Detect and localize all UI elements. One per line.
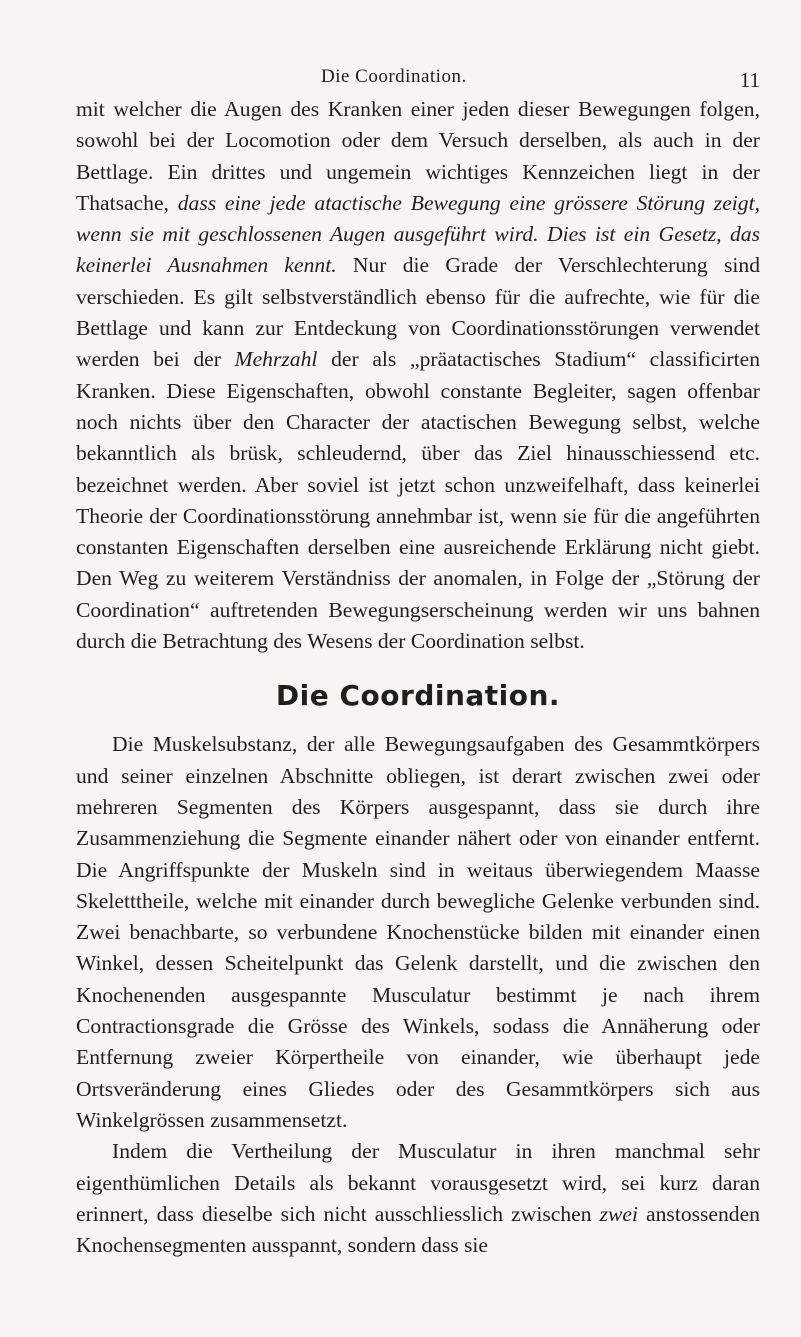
page-number: 11 bbox=[739, 68, 760, 92]
emphasis-mehrzahl: Mehrzahl bbox=[234, 347, 318, 372]
paragraph-vertheilung bbox=[76, 1136, 760, 1261]
running-header bbox=[76, 66, 760, 96]
paragraph-continuation bbox=[76, 94, 760, 657]
text-run: der als „präatactisches Stadium“ classificirten Kranken. Diese Eigenschaften, obwohl constante Begleiter, sagen offenbar noch nichts über den Character der atactischen Bewegung selbst, welche bekanntlich als brüsk, schleudernd, über das Ziel hinausschiessend etc. bezeichnet werden. Aber soviel ist jetzt schon unzweifelhaft, dass keinerlei Theorie der Coordinationsstörung annehmbar ist, wenn sie für die angeführten constanten Eigenschaften derselben eine ausreichende Erklärung nicht giebt. Den Weg zu weiterem Verständniss der anomalen, in Folge der „Störung der Coordination“ auftretenden Bewegungserscheinung werden wir uns bahnen durch die Betrachtung des Wesens der Coordination selbst. bbox=[76, 347, 760, 654]
text-run: anstossenden Knochensegmenten ausspannt, sondern dass sie bbox=[76, 1201, 760, 1258]
section-heading: Die Coordination. bbox=[275, 679, 561, 713]
body-text bbox=[76, 94, 760, 1261]
paragraph-muskelsubstanz: Die Muskelsubstanz, der alle Bewegungsaufgaben des Gesammtkörpers und seiner einzelnen Abschnitte obliegen, ist derart zwischen zwei oder mehreren Segmenten des Körpers ausgespannt, dass sie durch ihre Zusammenziehung die Segmente einander nähert oder von einander entfernt. Die Angriffspunkte der Muskeln sind in weitaus überwiegendem Maasse Skeletttheile, welche mit einander durch bewegliche Gelenke verbunden sind. Zwei benachbarte, so verbundene Knochenstücke bilden mit einander einen Winkel, dessen Scheitelpunkt das Gelenk darstellt, und die zwischen den Knochenenden ausgespannte Musculatur bestimmt je nach ihrem Contractionsgrade die Grösse des Winkels, sodass die Annäherung oder Entfernung zweier Körpertheile von einander, wie überhaupt jede Ortsveränderung eines Gliedes oder des Gesammtkörpers sich aus Winkelgrössen zusammensetzt. bbox=[76, 732, 760, 1132]
emphasis-law: dass eine jede atactische Bewegung eine grössere Störung zeigt, wenn sie mit geschlossenen Augen ausgeführt wird. Dies ist ein Gesetz, das keinerlei Ausnahmen kennt. bbox=[76, 190, 760, 278]
text-run: Nur die Grade der Verschlechterung sind verschieden. Es gilt selbstverständlich ebenso für die aufrechte, wie für die Bettlage und kann zur Entdeckung von Coordinationsstörungen verwendet werden bei der bbox=[76, 253, 760, 372]
emphasis-zwei: zwei bbox=[599, 1201, 638, 1226]
text-run: mit welcher die Augen des Kranken einer jeden dieser Bewegungen folgen, sowohl bei der Locomotion oder dem Versuch derselben, als auch in der Bettlage. Ein drittes und ungemein wichtiges Kennzeichen liegt in der Thatsache, bbox=[76, 97, 760, 215]
text-run: Indem die Vertheilung der Musculatur in ihren manchmal sehr eigenthümlichen Details als bekannt vorausgesetzt wird, sei kurz daran erinnert, dass dieselbe sich nicht ausschliesslich zwischen bbox=[76, 1139, 760, 1226]
running-title: Die Coordination. bbox=[321, 66, 467, 87]
